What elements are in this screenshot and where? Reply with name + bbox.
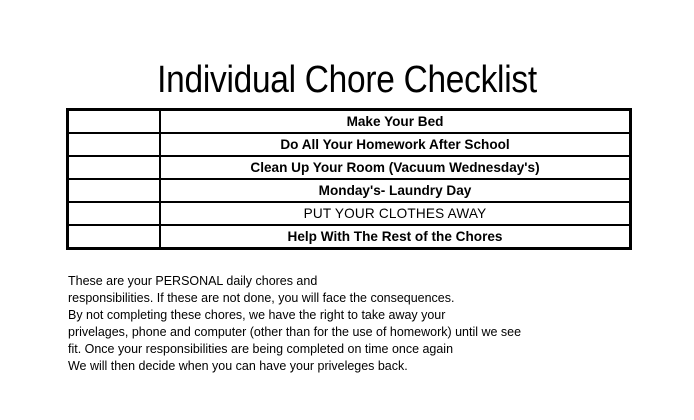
checkbox-cell[interactable]	[68, 133, 161, 156]
checkbox-cell[interactable]	[68, 179, 161, 202]
table-row	[68, 202, 631, 225]
note-line: By not completing these chores, we have the right to take away your	[68, 307, 446, 322]
note-line: These are your PERSONAL daily chores and	[68, 273, 318, 288]
checkbox-cell[interactable]	[68, 202, 161, 225]
note-line: responsibilities. If these are not done, you will face the consequences.	[68, 290, 455, 305]
task-cell: Monday's- Laundry Day	[167, 179, 623, 202]
task-cell: Clean Up Your Room (Vacuum Wednesday's)	[167, 156, 623, 179]
checkbox-cell[interactable]	[68, 225, 161, 249]
checkbox-cell[interactable]	[68, 156, 161, 179]
task-cell: Make Your Bed	[167, 110, 623, 134]
task-cell: Do All Your Homework After School	[167, 133, 623, 156]
checkbox-cell[interactable]	[68, 110, 161, 134]
note-paragraph	[68, 272, 628, 374]
table-row	[68, 133, 631, 156]
table-row	[68, 156, 631, 179]
chore-checklist-table	[66, 108, 632, 250]
table-row	[68, 225, 631, 249]
note-line: privelages, phone and computer (other than for the use of homework) until we see	[68, 324, 522, 339]
task-cell: PUT YOUR CLOTHES AWAY	[167, 202, 623, 225]
page-title: Individual Chore Checklist	[157, 59, 537, 101]
note-line: fit. Once your responsibilities are being completed on time once again	[68, 341, 454, 356]
table-row	[68, 110, 631, 134]
note-line: We will then decide when you can have your priveleges back.	[68, 358, 408, 373]
table-row	[68, 179, 631, 202]
task-cell: Help With The Rest of the Chores	[167, 225, 623, 249]
checklist-body	[68, 110, 631, 249]
